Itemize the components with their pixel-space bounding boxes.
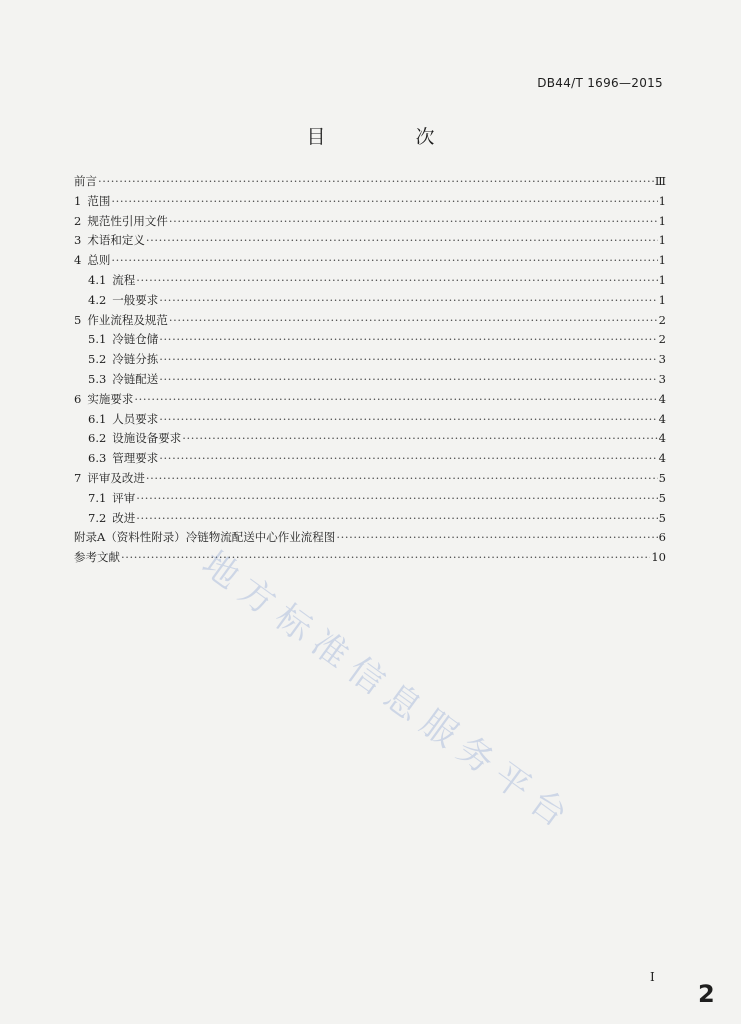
toc-entry[interactable] [74,271,666,291]
toc-entry-number: 4 [74,253,82,268]
toc-entry-page: 1 [658,292,666,307]
toc-entry-page: 1 [658,213,666,228]
toc-title: 目 次 [306,126,477,148]
dot-leader [159,370,657,390]
toc-entry-page: 2 [658,312,666,327]
dot-leader [146,469,658,489]
toc-entry[interactable] [74,429,666,449]
toc-entry-number: 7 [74,470,82,485]
dot-leader [136,509,657,529]
toc-entry[interactable] [74,449,666,469]
standard-code: DB44/T 1696—2015 [537,76,663,90]
dot-leader [159,410,657,430]
toc-entry[interactable] [74,330,666,350]
dot-leader [134,390,657,410]
toc-entry[interactable] [74,548,666,568]
toc-entry-label: 规范性引用文件 [87,213,168,228]
toc-entry-label: 术语和定义 [87,233,145,248]
toc-entry-page: 2 [658,332,666,347]
toc-entry-number: 4.2 [88,292,107,307]
dot-leader [159,330,657,350]
toc-entry-label: 评审 [112,490,136,505]
dot-leader [136,489,657,509]
toc-entry-label: 设施设备要求 [112,431,182,446]
toc-entry[interactable] [74,370,666,390]
toc-entry-page: 1 [658,233,666,248]
toc-entry[interactable] [74,231,666,251]
toc-entry-number: 6.3 [88,451,107,466]
toc-entry[interactable] [74,390,666,410]
dot-leader [98,172,654,192]
toc-entry-label: 冷链分拣 [112,352,159,367]
toc-entry[interactable] [74,469,666,489]
toc-entry-number: 1 [74,193,82,208]
toc-entry-page: 1 [658,193,666,208]
toc-entry[interactable] [74,311,666,331]
toc-entry-label: 总则 [87,253,111,268]
dot-leader [182,429,657,449]
dot-leader [336,528,657,548]
dot-leader [121,548,650,568]
toc-entry-label: 评审及改进 [87,470,145,485]
toc-entry-number: 4.1 [88,272,107,287]
toc-entry-label: 前言 [74,174,97,188]
dot-leader [159,291,657,311]
watermark: 地方标准信息服务平台 [194,543,583,841]
toc-entry-page: 4 [658,411,666,426]
toc-entry-page: 4 [658,451,666,466]
toc-entry-label: 流程 [112,272,136,287]
toc-entry-page: 1 [658,272,666,287]
toc-entry[interactable] [74,489,666,509]
toc-entry-number: 2 [74,213,82,228]
page-number-roman: I [650,970,655,984]
toc-entry[interactable] [74,172,666,192]
dot-leader [136,271,657,291]
table-of-contents [74,172,666,568]
toc-entry-page: 4 [658,391,666,406]
toc-entry-number: 5.3 [88,371,107,386]
toc-entry-page: Ⅲ [654,174,666,188]
toc-entry-label: 范围 [87,193,111,208]
toc-entry-page: 5 [658,470,666,485]
toc-entry-label: 一般要求 [112,292,159,307]
toc-entry-page: 5 [658,490,666,505]
toc-entry-label: 参考文献 [74,550,120,565]
toc-entry-label: 冷链仓储 [112,332,159,347]
dot-leader [111,251,657,271]
toc-entry-label: 改进 [112,510,136,525]
toc-entry-label: 人员要求 [112,411,159,426]
toc-entry-page: 3 [658,371,666,386]
dot-leader [146,231,658,251]
toc-entry[interactable] [74,291,666,311]
toc-entry-page: 3 [658,352,666,367]
toc-entry-number: 5.1 [88,332,107,347]
toc-entry-number: 7.2 [88,510,107,525]
toc-entry[interactable] [74,212,666,232]
toc-entry-number: 3 [74,233,82,248]
toc-entry-label: 作业流程及规范 [87,312,168,327]
toc-entry-number: 6.2 [88,431,107,446]
dot-leader [159,350,657,370]
toc-entry-page: 6 [658,530,666,545]
dot-leader [169,311,658,331]
toc-entry[interactable] [74,251,666,271]
dot-leader [159,449,657,469]
toc-entry-page: 4 [658,431,666,446]
toc-entry-label: 附录A（资料性附录）冷链物流配送中心作业流程图 [74,530,336,545]
toc-entry-page: 10 [651,550,666,565]
toc-entry-number: 7.1 [88,490,107,505]
toc-entry-label: 冷链配送 [112,371,159,386]
dot-leader [111,192,657,212]
toc-entry-label: 管理要求 [112,451,159,466]
toc-entry[interactable] [74,528,666,548]
toc-entry-number: 6 [74,391,82,406]
toc-entry[interactable] [74,509,666,529]
toc-entry-number: 5.2 [88,352,107,367]
dot-leader [169,212,658,232]
toc-entry[interactable] [74,350,666,370]
toc-entry-page: 5 [658,510,666,525]
scan-page-number: 2 [698,980,715,1008]
toc-entry-number: 6.1 [88,411,107,426]
toc-entry[interactable] [74,192,666,212]
toc-entry-number: 5 [74,312,82,327]
toc-entry[interactable] [74,410,666,430]
toc-entry-label: 实施要求 [87,391,134,406]
toc-entry-page: 1 [658,253,666,268]
